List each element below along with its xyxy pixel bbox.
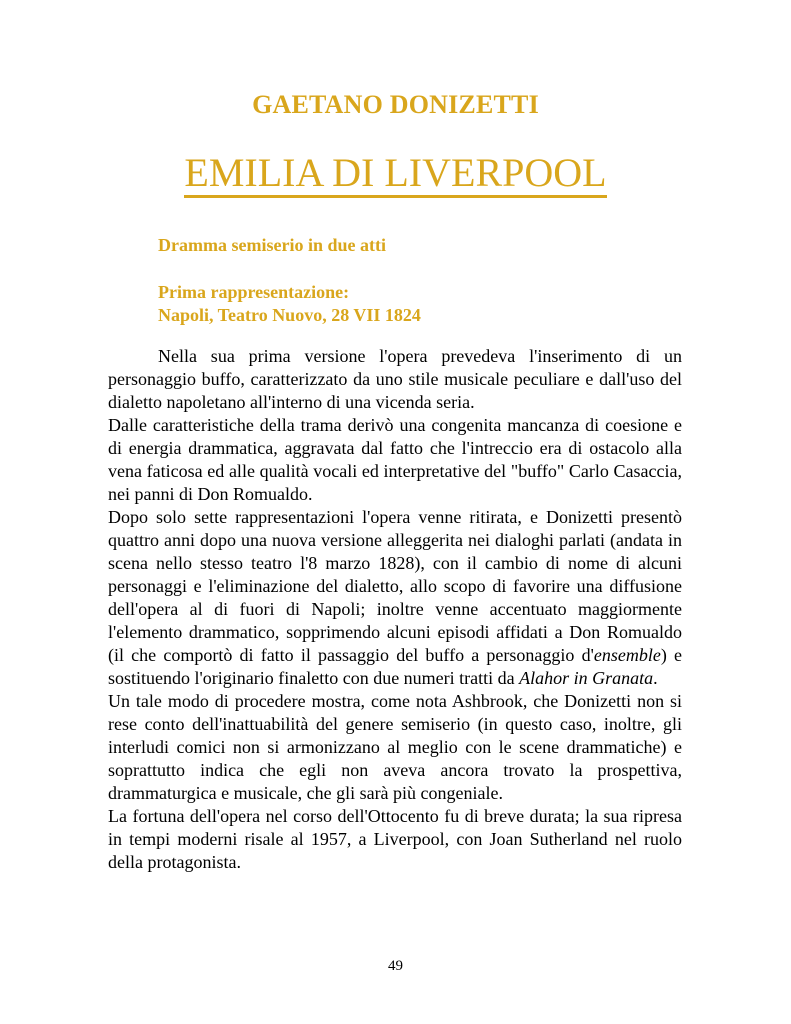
paragraph-5: La fortuna dell'opera nel corso dell'Ottocento fu di breve durata; la sua ripresa in tempi moderni risale al 1957, a Liverpool, con Joan Sutherland nel ruolo della protagonista.: [108, 806, 682, 872]
body-text: [108, 345, 682, 874]
page-number: 49: [388, 958, 403, 974]
opera-title-text: EMILIA DI LIVERPOOL: [184, 151, 606, 198]
paragraph-4: Un tale modo di procedere mostra, come nota Ashbrook, che Donizetti non si rese conto dell'inattuabilità del genere semiserio (in questo caso, inoltre, gli interludi comici non si armonizzano al meglio con le scene drammatiche) e soprattutto indica che egli non aveva ancora trovato la prospettiva, drammaturgica e musicale, che gli sarà più congeniale.: [108, 691, 682, 803]
premiere-label: Prima rappresentazione:: [158, 282, 350, 302]
paragraph-3-part-c: .: [653, 668, 658, 688]
paragraph-3-part-a: Dopo solo sette rappresentazioni l'opera venne ritirata, e Donizetti presentò quattro anni dopo una nuova versione alleggerita nei dialoghi parlati (andata in scena nello stesso teatro l'8 marzo 1828), con il cambio di nome di alcuni personaggi e l'eliminazione del dialetto, allo scopo di favorire una diffusione dell'opera al di fuori di Napoli; inoltre venne accentuato maggiormente l'elemento drammatico, sopprimendo alcuni episodi affidati a Don Romualdo (il che comportò di fatto il passaggio del buffo a personaggio d': [108, 507, 682, 665]
italic-title-alahor: Alahor in Granata: [519, 668, 654, 688]
genre-subtitle: Dramma semiserio in due atti: [158, 235, 386, 255]
paragraph-3-part-b: ) e sostituendo l'originario finaletto con due numeri tratti da: [108, 645, 682, 688]
paragraph-1: Nella sua prima versione l'opera prevedeva l'inserimento di un personaggio buffo, caratterizzato da uno stile musicale peculiare e dall'uso del dialetto napoletano all'interno di una vicenda seria.: [108, 346, 682, 412]
paragraph-2: Dalle caratteristiche della trama derivò una congenita mancanza di coesione e di energia drammatica, aggravata dal fatto che l'intreccio era di ostacolo alla vena faticosa ed alle qualità vocali ed interpretative del "buffo" Carlo Casaccia, nei panni di Don Romualdo.: [108, 415, 682, 504]
composer-heading: GAETANO DONIZETTI: [252, 90, 539, 119]
italic-term-ensemble: ensemble: [593, 645, 661, 665]
paragraph-3: [108, 506, 682, 690]
premiere-detail: Napoli, Teatro Nuovo, 28 VII 1824: [158, 305, 421, 325]
opera-title: [0, 148, 791, 198]
